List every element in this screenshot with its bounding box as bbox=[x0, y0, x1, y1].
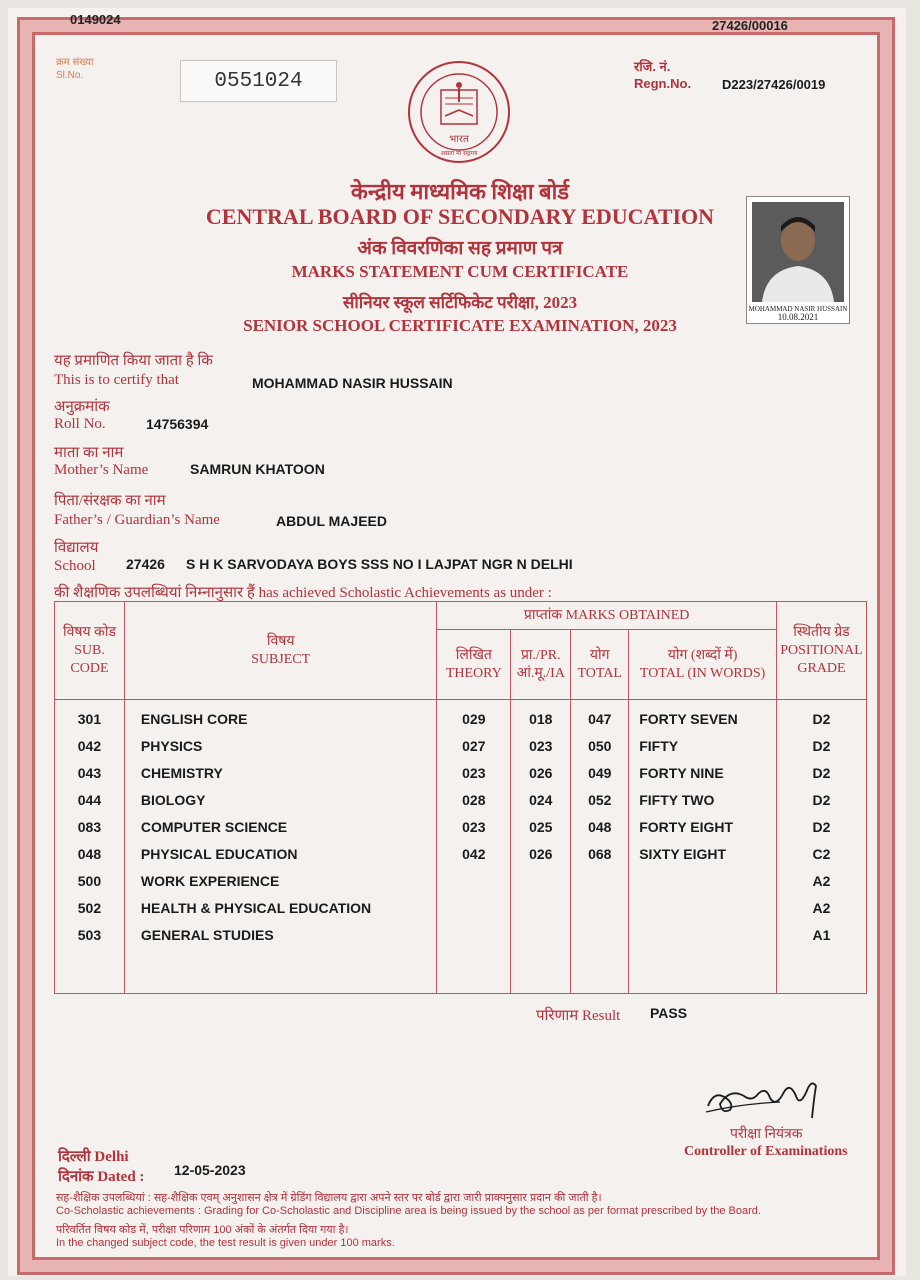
regn-label bbox=[634, 58, 691, 92]
practical-marks-cell: 026 bbox=[529, 765, 553, 781]
header-theory-en: THEORY bbox=[445, 665, 502, 681]
subject-name-cell: PHYSICS bbox=[140, 738, 203, 754]
grade-cell: A2 bbox=[812, 873, 831, 889]
roll-number: 14756394 bbox=[146, 416, 209, 432]
subject-code-cell: 301 bbox=[77, 711, 102, 727]
theory-marks-cell: 042 bbox=[462, 846, 486, 862]
header-subject-en: SUBJECT bbox=[251, 651, 311, 667]
certify-label-en: This is to certify that bbox=[54, 372, 179, 388]
footer-line-2: Co-Scholastic achievements : Grading for Co-Scholastic and Discipline area is being issued by the school as per format prescribed by the Board. bbox=[56, 1205, 761, 1217]
total-words-cell: SIXTY EIGHT bbox=[639, 846, 727, 862]
mother-label-en: Mother’s Name bbox=[54, 462, 149, 478]
regn-label-en: Regn.No. bbox=[634, 76, 692, 91]
subject-code-cell: 044 bbox=[77, 792, 102, 808]
total-marks-cell: 052 bbox=[588, 792, 612, 808]
header-practical bbox=[511, 630, 571, 700]
grade-cell: D2 bbox=[812, 819, 831, 835]
header-total bbox=[571, 630, 629, 700]
footer-line-4: In the changed subject code, the test result is given under 100 marks. bbox=[56, 1237, 395, 1249]
header-sub-code-en1: SUB. bbox=[74, 642, 105, 658]
col-codes bbox=[55, 700, 125, 994]
subject-name-cell: BIOLOGY bbox=[140, 792, 206, 808]
total-words-cell: FIFTY TWO bbox=[639, 792, 715, 808]
top-left-number: 0149024 bbox=[70, 12, 121, 27]
mother-label-hi: माता का नाम bbox=[54, 445, 124, 461]
col-total-words bbox=[629, 700, 777, 994]
board-title-en: CENTRAL BOARD OF SECONDARY EDUCATION bbox=[205, 204, 715, 229]
total-words-cell bbox=[639, 895, 776, 922]
header-total-words bbox=[629, 630, 777, 700]
dated-value: 12-05-2023 bbox=[174, 1162, 246, 1178]
theory-marks-cell bbox=[437, 895, 510, 922]
practical-marks-cell: 026 bbox=[529, 846, 553, 862]
school-label-en: School bbox=[54, 558, 96, 574]
result-value: PASS bbox=[650, 1005, 688, 1021]
subject-code-cell: 043 bbox=[77, 765, 102, 781]
portrait-image bbox=[752, 202, 844, 302]
col-theory bbox=[437, 700, 511, 994]
subject-code-cell: 503 bbox=[77, 927, 102, 943]
practical-marks-cell: 018 bbox=[529, 711, 553, 727]
grade-cell: A1 bbox=[812, 927, 831, 943]
total-marks-cell: 047 bbox=[588, 711, 612, 727]
subject-code-cell: 502 bbox=[77, 900, 102, 916]
regn-label-hi: रजि. नं. bbox=[634, 59, 671, 74]
result-label: परिणाम Result bbox=[536, 1008, 621, 1024]
student-name: MOHAMMAD NASIR HUSSAIN bbox=[252, 375, 453, 391]
footer-line-1: सह-शैक्षिक उपलब्धियां : सह-शैक्षिक एवम् अनुशासन क्षेत्र में ग्रेडिंग विद्यालय द्वारा अपने स्तर पर बोर्ड द्वारा जारी प्राक्पनुसार प्रदान की जाती है। bbox=[56, 1192, 602, 1204]
photo-caption bbox=[747, 305, 849, 321]
father-label-en: Father’s / Guardian’s Name bbox=[54, 512, 220, 528]
subject-name-cell: HEALTH & PHYSICAL EDUCATION bbox=[140, 900, 372, 916]
total-words-cell bbox=[639, 868, 776, 895]
grade-cell: D2 bbox=[812, 765, 831, 781]
signature-title-en: Controller of Examinations bbox=[684, 1144, 848, 1159]
marks-table bbox=[54, 601, 867, 994]
subject-code-cell: 500 bbox=[77, 873, 102, 889]
school-label-hi: विद्यालय bbox=[54, 540, 99, 556]
place: दिल्ली Delhi bbox=[58, 1149, 129, 1165]
col-subjects bbox=[124, 700, 436, 994]
header-grade-en1: POSITIONAL bbox=[780, 642, 863, 658]
subject-code-cell: 048 bbox=[77, 846, 102, 862]
person-silhouette-icon bbox=[752, 202, 844, 302]
total-words-cell: FIFTY bbox=[639, 738, 679, 754]
header-theory bbox=[437, 630, 511, 700]
grade-cell: D2 bbox=[812, 792, 831, 808]
student-photo bbox=[746, 196, 850, 324]
header-grade bbox=[776, 602, 866, 700]
header-grade-en2: GRADE bbox=[797, 660, 846, 676]
header-total-words-en: TOTAL (IN WORDS) bbox=[639, 665, 766, 681]
total-marks-cell: 050 bbox=[588, 738, 612, 754]
total-words-cell: FORTY EIGHT bbox=[639, 819, 734, 835]
grade-cell: D2 bbox=[812, 738, 831, 754]
header-practical-hi: प्रा./PR. bbox=[520, 647, 561, 663]
subject-code-cell: 083 bbox=[77, 819, 102, 835]
board-title-hi: केन्द्रीय माध्यमिक शिक्षा बोर्ड bbox=[350, 179, 570, 204]
roll-label-hi: अनुक्रमांक bbox=[54, 399, 110, 415]
header-marks-obtained: प्राप्तांक MARKS OBTAINED bbox=[437, 602, 777, 630]
grade-cell: A2 bbox=[812, 900, 831, 916]
doc-title-en: MARKS STATEMENT CUM CERTIFICATE bbox=[291, 262, 629, 281]
subject-name-cell: GENERAL STUDIES bbox=[140, 927, 274, 943]
theory-marks-cell bbox=[437, 868, 510, 895]
certify-label-hi: यह प्रमाणित किया जाता है कि bbox=[54, 353, 213, 369]
practical-marks-cell bbox=[511, 922, 570, 949]
serial-label-hi: क्रम संख्या bbox=[56, 57, 94, 68]
total-marks-cell bbox=[571, 868, 628, 895]
col-grade bbox=[776, 700, 866, 994]
total-words-cell: FORTY NINE bbox=[639, 765, 724, 781]
subject-name-cell: CHEMISTRY bbox=[140, 765, 223, 781]
father-label-hi: पिता/संरक्षक का नाम bbox=[54, 493, 166, 509]
roll-label-en: Roll No. bbox=[54, 416, 106, 432]
practical-marks-cell bbox=[511, 895, 570, 922]
subject-name-cell: COMPUTER SCIENCE bbox=[140, 819, 288, 835]
total-marks-cell: 049 bbox=[588, 765, 612, 781]
practical-marks-cell: 024 bbox=[529, 792, 553, 808]
theory-marks-cell: 023 bbox=[462, 819, 486, 835]
header-sub-code-hi: विषय कोड bbox=[62, 624, 116, 640]
serial-label bbox=[56, 56, 93, 82]
dated-label: दिनांक Dated : bbox=[58, 1169, 145, 1185]
col-total bbox=[571, 700, 629, 994]
total-words-cell: FORTY SEVEN bbox=[639, 711, 738, 727]
header-practical-en: आं.मू./IA bbox=[516, 665, 565, 681]
achieved-text bbox=[54, 582, 552, 602]
grade-cell: C2 bbox=[812, 846, 831, 862]
header-theory-hi: लिखित bbox=[455, 647, 492, 663]
header-total-words-hi: योग (शब्दों में) bbox=[667, 647, 738, 663]
subject-name-cell: PHYSICAL EDUCATION bbox=[140, 846, 298, 862]
practical-marks-cell: 023 bbox=[529, 738, 553, 754]
school-code: 27426 bbox=[126, 556, 165, 572]
total-marks-cell bbox=[571, 922, 628, 949]
signature-icon bbox=[700, 1068, 830, 1124]
top-right-number: 27426/00016 bbox=[712, 18, 788, 33]
header-sub-code-en2: CODE bbox=[70, 660, 109, 676]
theory-marks-cell: 028 bbox=[462, 792, 486, 808]
grade-cell: D2 bbox=[812, 711, 831, 727]
footer-line-3: परिवर्तित विषय कोड में, परीक्षा परिणाम 100 अंकों के अंतर्गत दिया गया है। bbox=[56, 1224, 349, 1236]
logo-text: भारत bbox=[449, 134, 469, 145]
total-words-cell bbox=[639, 922, 776, 949]
header-sub-code bbox=[55, 602, 125, 700]
signature-title-hi: परीक्षा नियंत्रक bbox=[730, 1127, 803, 1142]
theory-marks-cell: 027 bbox=[462, 738, 486, 754]
serial-label-en: Sl.No. bbox=[56, 70, 84, 81]
subject-name-cell: WORK EXPERIENCE bbox=[140, 873, 280, 889]
serial-number: 0551024 bbox=[180, 60, 337, 102]
total-marks-cell: 068 bbox=[588, 846, 612, 862]
practical-marks-cell bbox=[511, 868, 570, 895]
school-name: S H K SARVODAYA BOYS SSS NO I LAJPAT NGR N DELHI bbox=[186, 556, 573, 572]
father-name: ABDUL MAJEED bbox=[276, 513, 387, 529]
practical-marks-cell: 025 bbox=[529, 819, 553, 835]
theory-marks-cell bbox=[437, 922, 510, 949]
achieved-text-hi: की शैक्षणिक उपलब्धियां निम्नानुसार हैं bbox=[54, 585, 255, 601]
photo-caption-date: 10.08.2021 bbox=[777, 312, 819, 322]
subject-code-cell: 042 bbox=[77, 738, 102, 754]
header-subject bbox=[124, 602, 436, 700]
theory-marks-cell: 023 bbox=[462, 765, 486, 781]
header-subject-hi: विषय bbox=[266, 633, 295, 649]
mother-name: SAMRUN KHATOON bbox=[190, 461, 325, 477]
logo-motto: असतो मा सद्गमय bbox=[440, 150, 478, 157]
exam-title-en: SENIOR SCHOOL CERTIFICATE EXAMINATION, 2023 bbox=[243, 316, 677, 335]
total-marks-cell: 048 bbox=[588, 819, 612, 835]
photo-caption-name: MOHAMMAD NASIR HUSSAIN bbox=[748, 305, 848, 313]
header-total-en: TOTAL bbox=[577, 665, 622, 681]
subject-name-cell: ENGLISH CORE bbox=[140, 711, 248, 727]
exam-title-hi: सीनियर स्कूल सर्टिफिकेट परीक्षा, 2023 bbox=[342, 293, 578, 312]
regn-value: D223/27426/0019 bbox=[722, 77, 826, 92]
theory-marks-cell: 029 bbox=[462, 711, 486, 727]
header-total-hi: योग bbox=[589, 647, 610, 663]
header-grade-hi: स्थितीय ग्रेड bbox=[793, 624, 850, 640]
achieved-text-en: has achieved Scholastic Achievements as under : bbox=[258, 585, 552, 601]
total-marks-cell bbox=[571, 895, 628, 922]
col-practical bbox=[511, 700, 571, 994]
doc-title-hi: अंक विवरणिका सह प्रमाण पत्र bbox=[357, 238, 563, 259]
cbse-logo-icon bbox=[405, 58, 513, 166]
